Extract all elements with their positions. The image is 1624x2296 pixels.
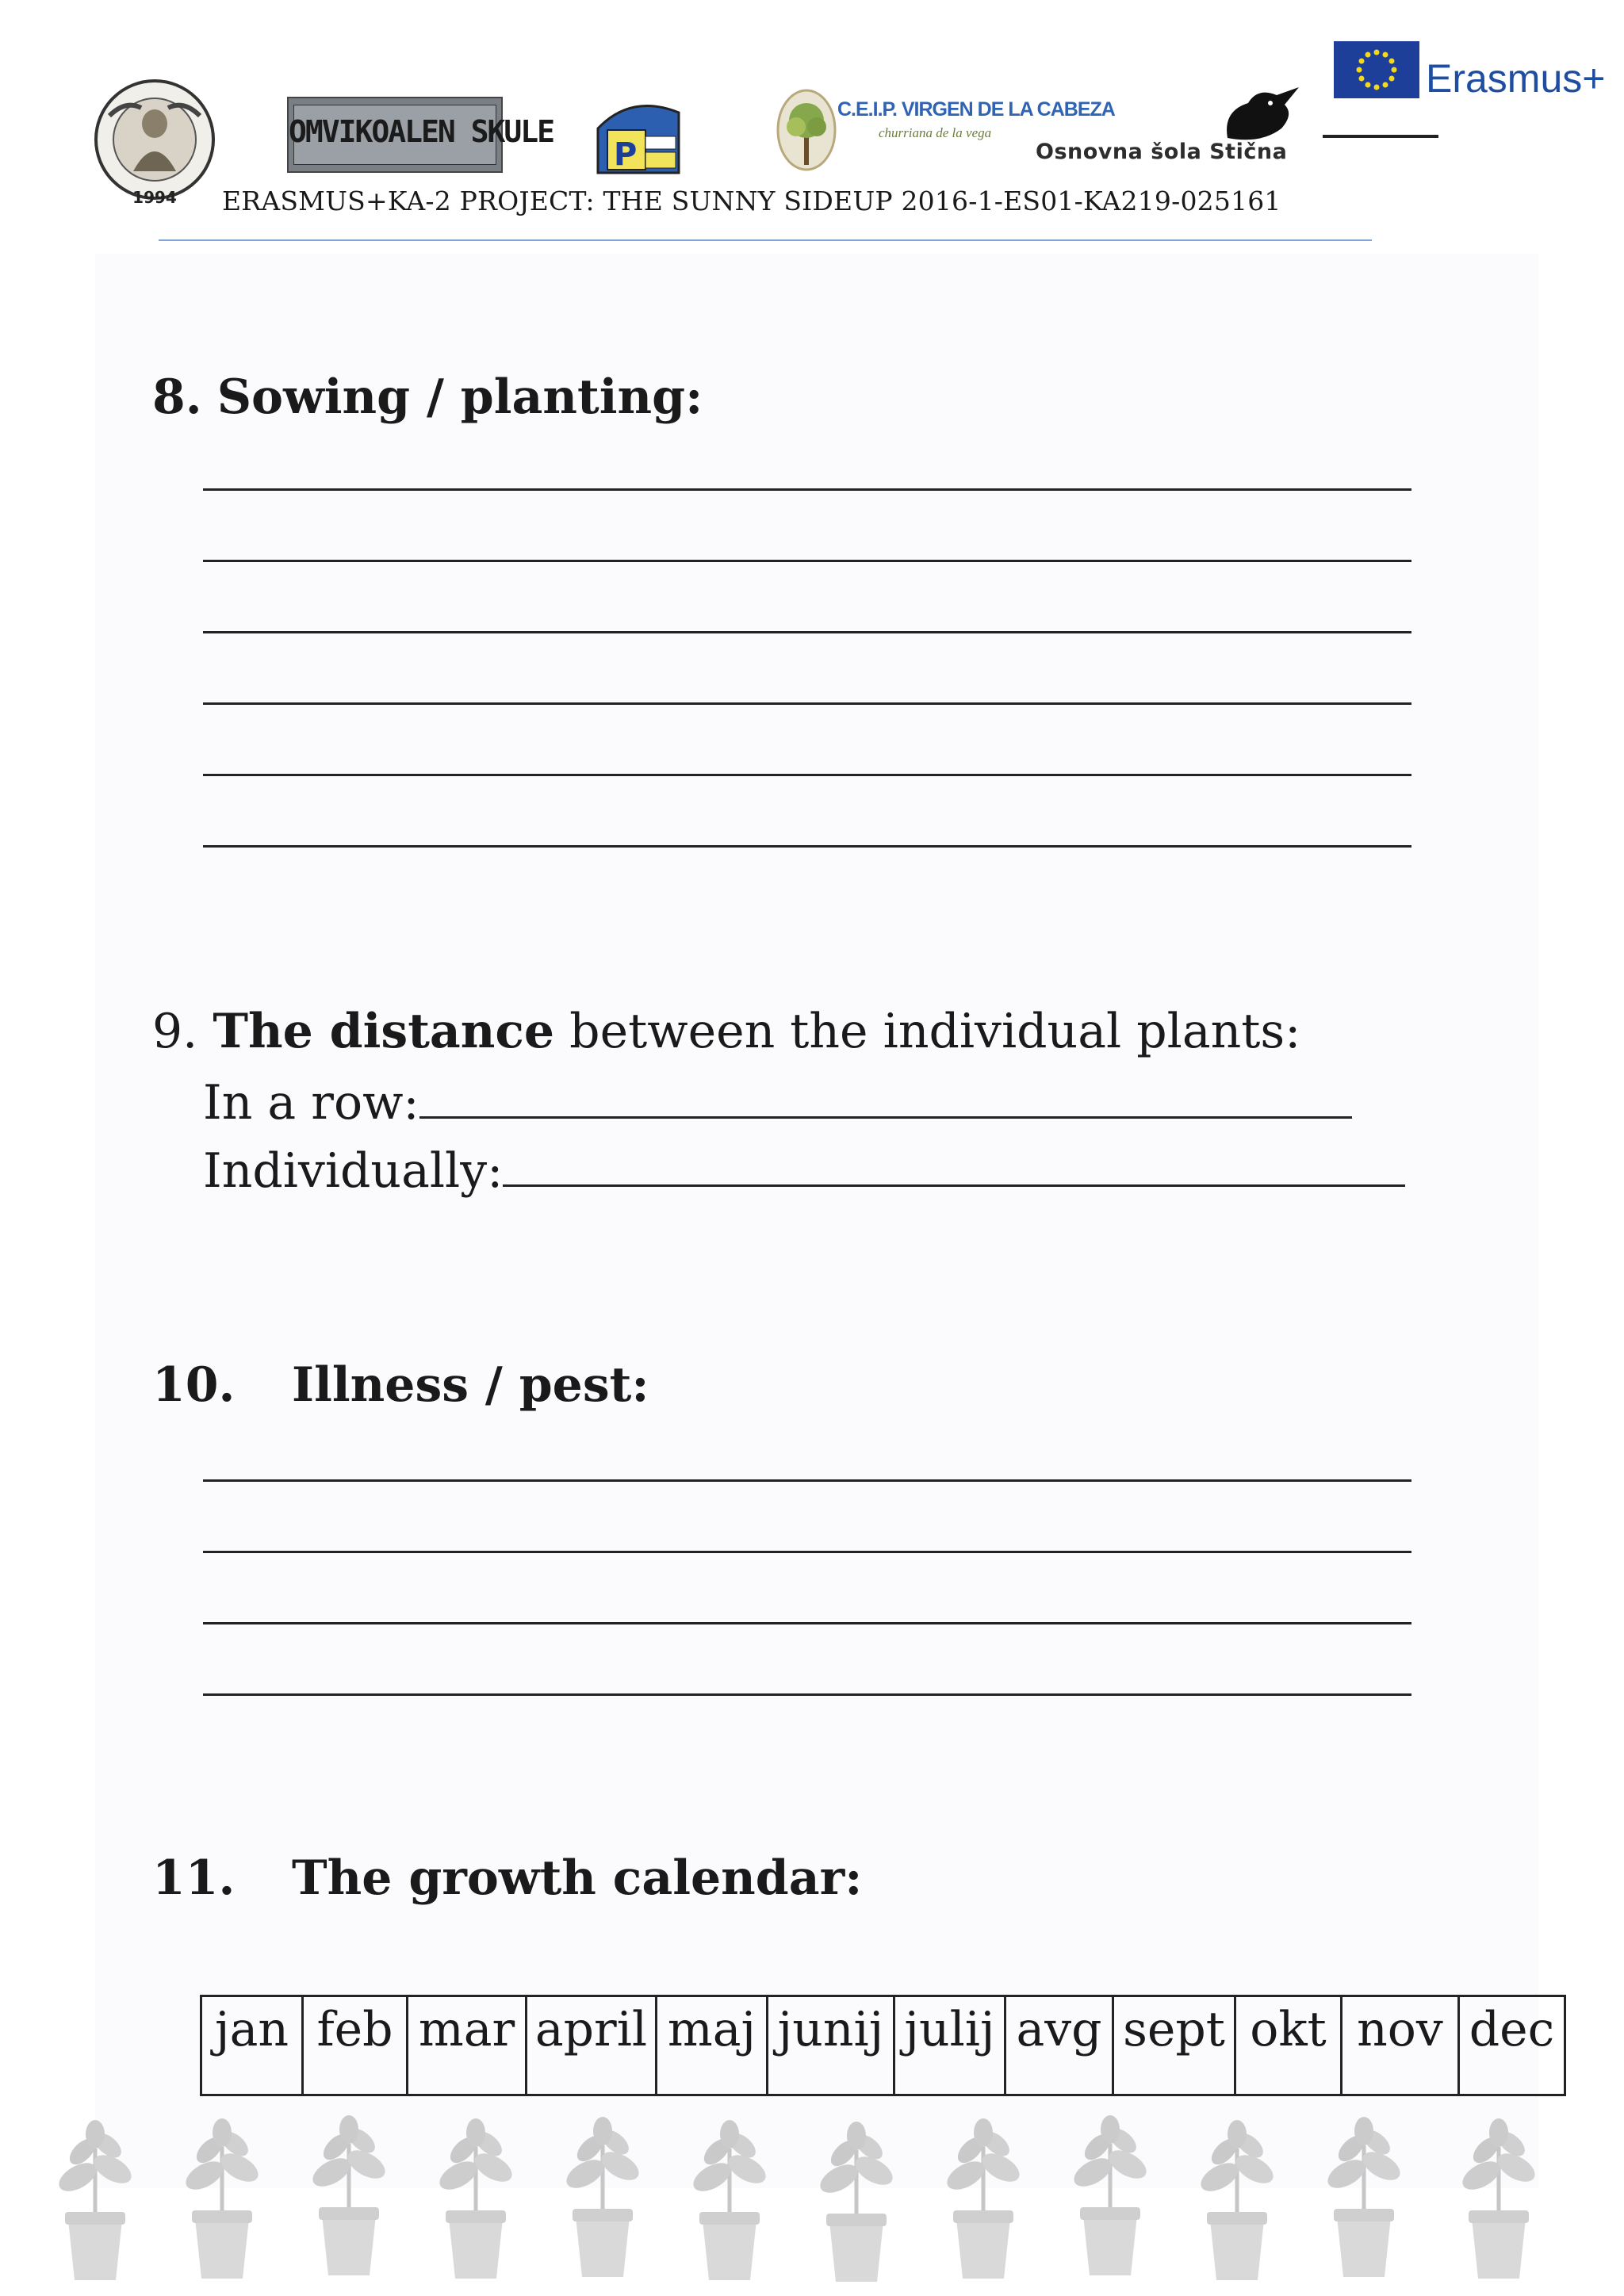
calendar-month-cell[interactable]: avg xyxy=(1005,1996,1113,2095)
in-a-row-field xyxy=(203,1075,1352,1131)
potted-plant-icon xyxy=(1196,2120,1277,2280)
svg-text:P: P xyxy=(614,136,638,173)
header-short-rule xyxy=(1323,135,1438,138)
calendar-month-cell[interactable]: april xyxy=(527,1996,657,2095)
answer-line[interactable] xyxy=(203,631,1411,633)
calendar-month-cell[interactable]: maj xyxy=(657,1996,768,2095)
potted-plant-icon xyxy=(1069,2115,1151,2275)
project-header-line: ERASMUS+KA-2 PROJECT: THE SUNNY SIDEUP 2016-1-ES01-KA219-025161 xyxy=(222,186,1281,216)
calendar-month-cell[interactable]: julij xyxy=(894,1996,1005,2095)
potted-plant-icon xyxy=(435,2118,516,2279)
answer-line[interactable] xyxy=(203,488,1411,491)
section-8-title: Sowing / planting: xyxy=(216,369,703,425)
calendar-month-cell[interactable]: jan xyxy=(201,1996,303,2095)
school-crest-logo xyxy=(78,76,232,211)
potted-plant-icon xyxy=(942,2118,1024,2279)
individually-field xyxy=(203,1143,1405,1199)
section-9-title-bold: The distance xyxy=(213,1004,555,1059)
stična-school-name: Osnovna šola Stična xyxy=(1036,140,1288,164)
section-8-number: 8. xyxy=(152,369,202,425)
virgen-logo-title: C.E.I.P. VIRGEN DE LA CABEZA xyxy=(837,98,1115,121)
growth-calendar-table xyxy=(200,1995,1566,2096)
individually-label: Individually: xyxy=(203,1143,504,1199)
pietre-school-logo xyxy=(584,97,691,178)
section-11-number: 11. xyxy=(152,1850,236,1906)
section-10-number: 10. xyxy=(152,1357,236,1413)
tree-logo xyxy=(774,86,839,174)
bird-icon xyxy=(1213,82,1305,147)
virgen-logo-subtitle: churriana de la vega xyxy=(879,125,992,140)
answer-line[interactable] xyxy=(203,1551,1411,1553)
answer-line[interactable] xyxy=(203,1693,1411,1696)
answer-line[interactable] xyxy=(203,560,1411,562)
potted-plant-icon xyxy=(1457,2118,1539,2279)
section-9-heading xyxy=(152,1004,1300,1059)
section-9-number: 9. xyxy=(152,1004,198,1059)
eu-flag-icon xyxy=(1334,41,1419,98)
potted-plant-icon xyxy=(181,2118,262,2279)
calendar-month-cell[interactable]: dec xyxy=(1459,1996,1565,2095)
potted-plant-icon xyxy=(815,2122,897,2282)
in-a-row-input-line[interactable] xyxy=(419,1085,1352,1119)
in-a-row-label: In a row: xyxy=(203,1075,419,1131)
calendar-month-cell[interactable]: mar xyxy=(408,1996,527,2095)
calendar-month-cell[interactable]: sept xyxy=(1113,1996,1235,2095)
section-10-title: Illness / pest: xyxy=(292,1357,649,1413)
calendar-month-cell[interactable]: okt xyxy=(1235,1996,1342,2095)
section-8-heading xyxy=(152,369,703,425)
erasmus-plus-logo: Erasmus+ xyxy=(1426,56,1606,101)
potted-plant-icon xyxy=(54,2120,136,2280)
section-11-heading xyxy=(152,1850,863,1906)
answer-line[interactable] xyxy=(203,1622,1411,1624)
answer-line[interactable] xyxy=(203,1479,1411,1482)
section-9-title-rest: between the individual plants: xyxy=(554,1004,1301,1059)
answer-line[interactable] xyxy=(203,845,1411,848)
calendar-month-row xyxy=(201,1996,1565,2095)
section-10-heading xyxy=(152,1357,649,1413)
answer-line[interactable] xyxy=(203,702,1411,705)
calendar-month-cell[interactable]: nov xyxy=(1342,1996,1459,2095)
potted-plants-border xyxy=(0,2109,1624,2296)
header-divider xyxy=(159,239,1372,241)
calendar-month-cell[interactable]: junij xyxy=(768,1996,894,2095)
potted-plant-icon xyxy=(561,2117,643,2277)
answer-line[interactable] xyxy=(203,774,1411,776)
omvikoalen-logo xyxy=(287,97,554,173)
crest-year: 1994 xyxy=(132,188,177,207)
section-11-title: The growth calendar: xyxy=(292,1850,863,1906)
potted-plant-icon xyxy=(308,2115,389,2275)
calendar-month-cell[interactable]: feb xyxy=(303,1996,408,2095)
potted-plant-icon xyxy=(688,2120,770,2280)
omvikoalen-logo-text: OMVIKOALEN SKULE xyxy=(289,114,554,149)
potted-plant-icon xyxy=(1323,2117,1404,2277)
individually-input-line[interactable] xyxy=(503,1153,1405,1187)
